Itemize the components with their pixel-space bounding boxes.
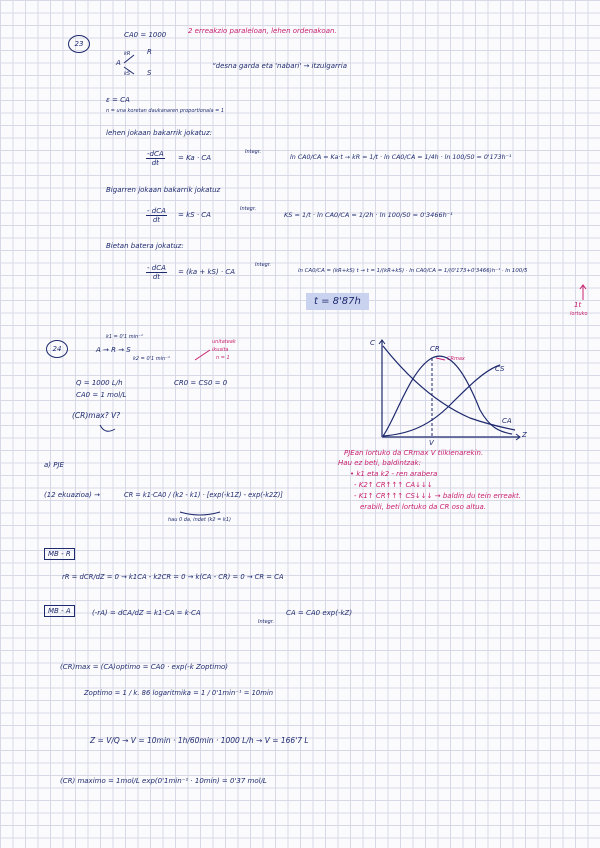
eq1-mid: = Ka · CA xyxy=(178,154,212,162)
eq3-rest: ln CA0/CA = (kR+kS) t → t = 1/(kR+kS) · ln CA0/CA = 1/(0'173+0'3466)h⁻¹ · ln 100/5 xyxy=(298,268,528,274)
pink-l1: PJEan lortuko da CRmax V tiikienarekin. xyxy=(344,449,484,457)
mb-a-eq: (-rA) = dCA/dZ = k1·CA = k·CA xyxy=(92,609,201,617)
problem-number-23: 23 xyxy=(68,35,90,53)
eq3-lhs: - dCA dt xyxy=(147,264,166,281)
question: (CR)max? V? xyxy=(72,411,121,420)
lehen-heading: lehen jokaan bakarrik jokatuz: xyxy=(106,129,213,137)
n-line: n = una koretan daukanaren proportionala = 1 xyxy=(106,108,225,114)
graph-xlabel: Z xyxy=(522,431,527,439)
graph-cs-label: CS xyxy=(495,365,505,373)
eq2-rest: KS = 1/t · ln CA0/CA = 1/2h · ln 100/50 = 0'3466h⁻¹ xyxy=(284,211,453,219)
graph-crmax-label: CRmax xyxy=(447,356,465,362)
rxn-a: A xyxy=(116,59,121,67)
ca0-label: CA0 = 1000 xyxy=(124,31,167,39)
bietan-heading: Bietan batera jokatuz: xyxy=(106,242,184,250)
mb-a-result: CA = CA0 exp(-kZ) xyxy=(286,609,353,617)
k2-label: k2 = 0'1 min⁻¹ xyxy=(133,356,170,362)
cs-curve xyxy=(383,365,500,436)
quote-note: “desna garda eta 'nabari' → itzulgarria xyxy=(212,62,348,70)
crmax-eq: (CR)max = (CA)optimo = CA0 · exp(-k Zoptimo) xyxy=(60,663,229,671)
bigarren-heading: Bigarren jokaan bakarrik jokatuz xyxy=(106,186,221,194)
eq2-mid: = kS · CA xyxy=(178,211,211,219)
result-t: t = 8'87h xyxy=(306,293,369,310)
pink-l4: - K2↑ CR↑↑↑ CA↓↓↓ xyxy=(354,481,433,489)
pink-l6: erabili, beti lortuko da CR oso altua. xyxy=(360,503,487,511)
graph-v-label: V xyxy=(429,439,434,447)
z-eq: Z = V/Q → V = 10min · 1h/60min · 1000 L/h → V = 166'7 L xyxy=(90,736,309,745)
mb-r-eq: rR = dCR/dZ = 0 → k1CA - k2CR = 0 → k(CA - CR) = 0 → CR = CA xyxy=(62,573,284,581)
rxn-24: A → R → S xyxy=(96,346,131,354)
note-lortuko: lortuko xyxy=(570,311,588,317)
epsilon-line: ε = CA xyxy=(106,96,130,104)
graph-cr-label: CR xyxy=(430,345,440,353)
k1-label: k1 = 0'1 min⁻¹ xyxy=(106,334,143,340)
rxn-r: R xyxy=(147,48,152,56)
pink-unit1: unitateak xyxy=(212,339,236,345)
problem-number-24: 24 xyxy=(46,340,68,358)
rxn-ks: kS xyxy=(124,71,131,77)
ek12-label: (12 ekuazioa) → xyxy=(44,491,100,499)
mb-a-integ: Integr. xyxy=(258,619,275,625)
zopt-eq: Zoptimo = 1 / k. 86 logaritmika = 1 / 0'1min⁻¹ = 10min xyxy=(84,689,274,697)
crmax-final: (CR) maximo = 1mol/L exp(0'1min⁻¹ · 10min) = 0'37 mol/L xyxy=(60,777,267,785)
pink-l5: - K1↑ CR↑↑↑ CS↓↓↓ → baldin du tein erreakt. xyxy=(354,492,522,500)
note-1t: 1t xyxy=(574,301,582,309)
cr0-cs0: CR0 = CS0 = 0 xyxy=(174,379,228,387)
q-flow: Q = 1000 L/h xyxy=(76,379,123,387)
pink-l2: Hau ez beti, baldintzak: xyxy=(338,459,421,467)
ca0-conc: CA0 = 1 mol/L xyxy=(76,391,127,399)
eq2-integ: Integr. xyxy=(240,206,257,212)
pink-l3: • k1 eta k2 - ren arabera xyxy=(350,470,438,478)
pink-note-parallel: 2 erreakzio paraleloan, lehen ordenakoan. xyxy=(188,27,337,35)
graph-ca-label: CA xyxy=(502,417,512,425)
eq1-integ: Integr. xyxy=(245,149,262,155)
rxn-s: S xyxy=(147,69,152,77)
mb-a-box: MB - A xyxy=(44,605,75,617)
eq1-rest: ln CA0/CA = Ka·t → kR = 1/t · ln CA0/CA = 1/4h · ln 100/50 = 0'173h⁻¹ xyxy=(290,154,512,161)
hau-indet: hau 0 da, indet (k2 = k1) xyxy=(168,517,231,523)
eq3-integ: Integr. xyxy=(255,262,272,268)
eq2-lhs: - dCA dt xyxy=(147,207,166,224)
pje-heading: a) PJE xyxy=(44,461,64,469)
pink-unit3: n = 1 xyxy=(216,355,230,361)
mb-r-box: MB - R xyxy=(44,548,75,560)
graph-ylabel: C xyxy=(370,339,375,347)
cr-formula: CR = k1·CA0 / (k2 - k1) · [exp(-k1Z) - exp(-k2Z)] xyxy=(124,491,283,499)
eq3-mid: = (ka + kS) · CA xyxy=(178,268,236,276)
rxn-kr: kR xyxy=(124,51,131,57)
eq1-lhs: -dCA dt xyxy=(147,150,164,167)
pink-unit2: ikusita xyxy=(212,347,229,353)
